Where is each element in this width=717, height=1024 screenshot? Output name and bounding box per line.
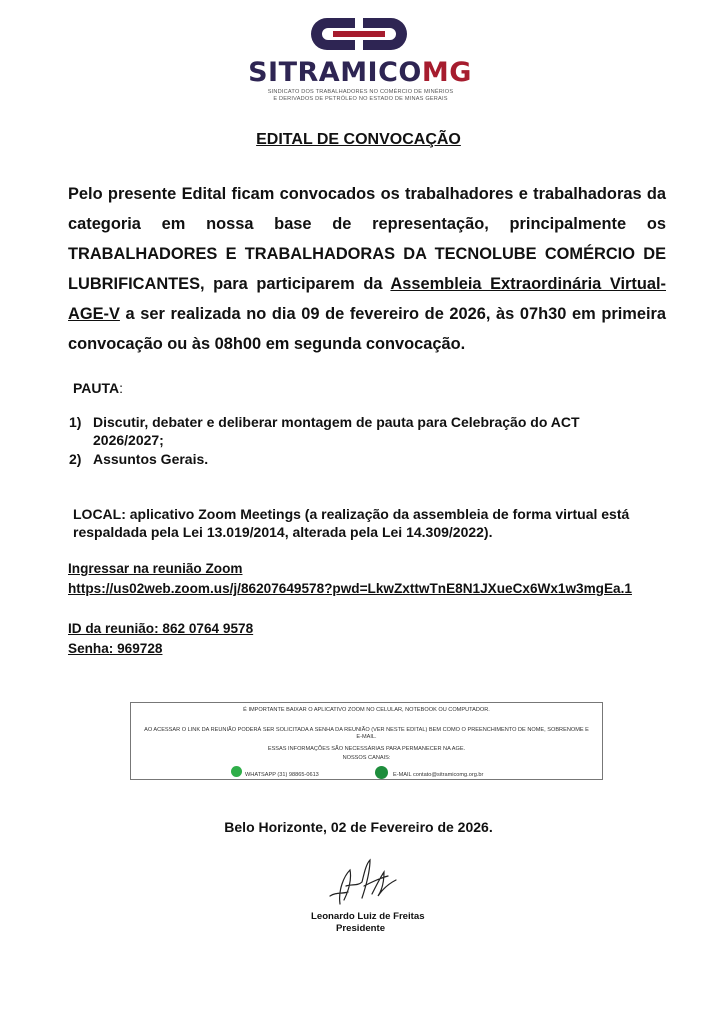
list-item-text: Assuntos Gerais.: [93, 451, 209, 467]
local-label: LOCAL: [73, 506, 122, 522]
logo-mark: [297, 10, 421, 58]
list-item-number: 1): [69, 414, 82, 430]
logo-wordmark-primary: SITRAMICO: [248, 57, 422, 88]
logo-wordmark: [240, 58, 480, 88]
logo-subtitle-line2: E DERIVADOS DE PETRÓLEO NO ESTADO DE MINAS GERAIS: [273, 96, 448, 102]
meeting-password: Senha: 969728: [68, 641, 163, 656]
logo-subtitle-line1: SINDICATO DOS TRABALHADORES NO COMÉRCIO DE MINÉRIOS: [267, 89, 454, 95]
logo-subtitle: [258, 89, 463, 103]
intro-text-part1: Pelo presente Edital ficam convocados os trabalhadores e trabalhadoras da categoria em nossa base de representação, principalmente os TRABALHADORES E TRABALHADORAS DA TECNOLUBE COMÉRCIO DE LUBRIFICANTES, para participarem da: [68, 185, 666, 293]
zoom-join-title: Ingressar na reunião Zoom: [68, 561, 243, 576]
notice-line2: AO ACESSAR O LINK DA REUNIÃO PODERÁ SER SOLICITADA A SENHA DA REUNIÃO (VER NESTE EDITAL) BEM COMO O PREENCHIMENTO DE NOME, SOBRENOME E E-MAIL.: [144, 727, 589, 740]
local-paragraph: [73, 505, 663, 541]
document-title: EDITAL DE CONVOCAÇÃO: [256, 131, 461, 148]
list-item-text: Discutir, debater e deliberar montagem de pauta para Celebração do ACT 2026/2027;: [93, 414, 580, 448]
place-date: Belo Horizonte, 02 de Fevereiro de 2026.: [224, 819, 493, 835]
assembly-name: Assembleia Extraordinária Virtual-AGE-V: [68, 275, 666, 323]
notice-box: [130, 702, 603, 780]
list-item-number: 2): [69, 451, 82, 467]
list-item: [69, 450, 629, 468]
intro-paragraph: [68, 179, 666, 359]
intro-text-part2: a ser realizada no dia 09 de fevereiro de 2026, às 07h30 em primeira convocação ou às 08h00 em segunda convocação.: [68, 305, 666, 353]
pauta-heading: [73, 380, 123, 396]
pauta-list: [69, 413, 629, 469]
email-icon: [375, 766, 388, 779]
signer-role: Presidente: [336, 923, 386, 934]
email-contact: E-MAIL contato@sitramicomg.org.br: [393, 772, 484, 778]
signature: [318, 856, 408, 914]
notice-line3: ESSAS INFORMAÇÕES SÃO NECESSÁRIAS PARA PERMANECER NA AGE.: [267, 746, 466, 752]
whatsapp-contact: WHATSAPP (31) 98865-0613: [245, 772, 319, 778]
notice-line4: NOSSOS CANAIS:: [342, 755, 391, 761]
list-item: [69, 413, 629, 449]
signer-name: Leonardo Luiz de Freitas: [311, 911, 425, 922]
pauta-label: PAUTA: [73, 380, 120, 396]
local-text: : aplicativo Zoom Meetings (a realização da assembleia de forma virtual está respaldada pela Lei 13.019/2014, alterada pela Lei 14.309/2022).: [73, 506, 630, 540]
logo-wordmark-accent: MG: [421, 57, 472, 88]
pauta-colon: :: [119, 380, 124, 396]
whatsapp-icon: [231, 766, 242, 777]
notice-line1: É IMPORTANTE BAIXAR O APLICATIVO ZOOM NO CELULAR, NOTEBOOK OU COMPUTADOR.: [243, 707, 490, 713]
meeting-id: ID da reunião: 862 0764 9578: [68, 621, 254, 636]
zoom-meeting-link[interactable]: https://us02web.zoom.us/j/86207649578?pwd=LkwZxttwTnE8N1JXueCx6Wx1w3mgEa.1: [68, 581, 632, 596]
